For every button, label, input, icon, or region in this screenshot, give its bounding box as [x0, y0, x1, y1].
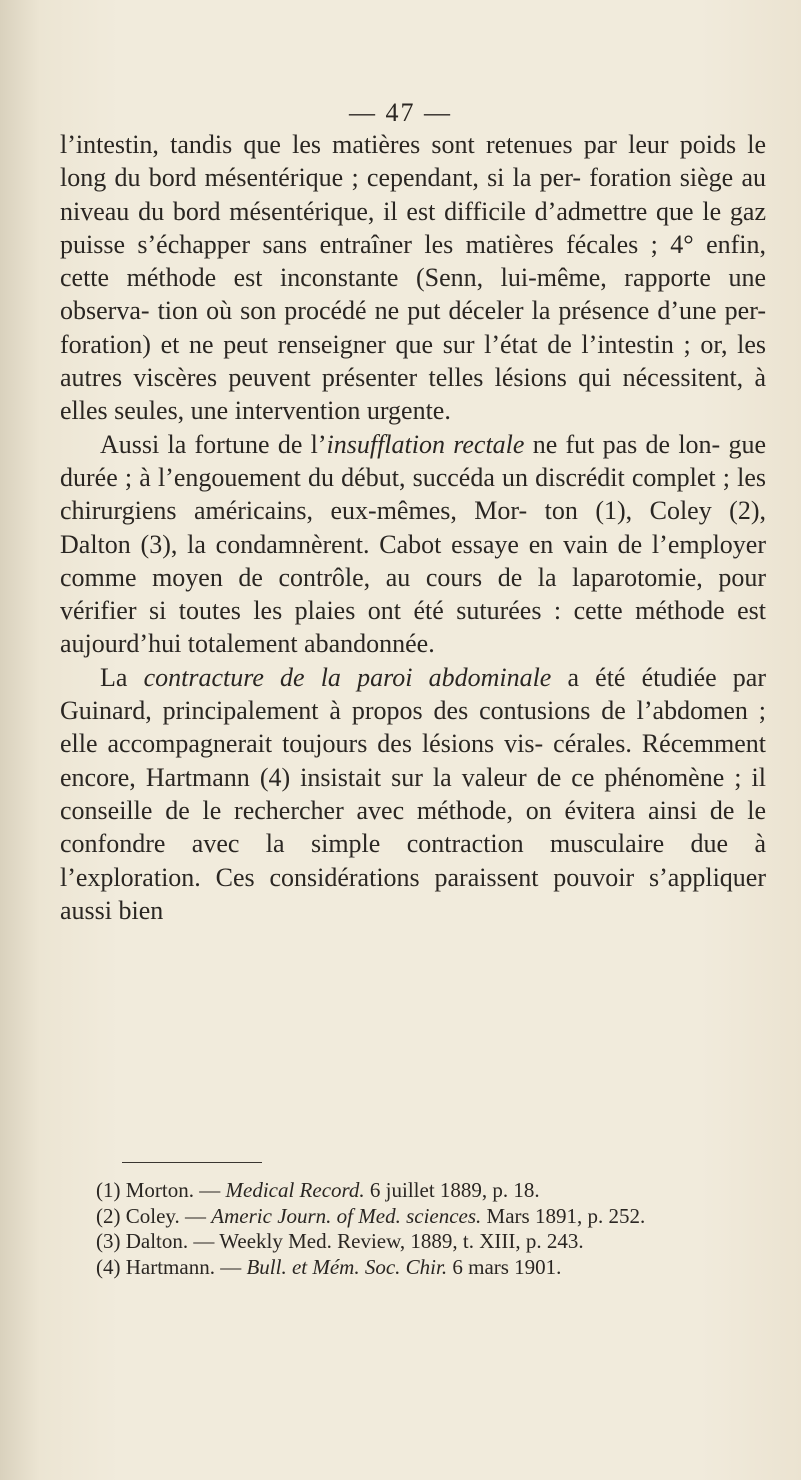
footnote-4: [96, 1255, 776, 1281]
text-segment: La: [100, 662, 144, 692]
paragraph-2: [60, 428, 766, 661]
footnote-text: (2) Coley. —: [96, 1203, 212, 1228]
footnote-divider: [122, 1162, 262, 1163]
text-segment: Aussi la fortune de l’: [100, 429, 327, 459]
footnote-text: 6 mars 1901.: [447, 1254, 562, 1279]
footnote-text: (3) Dalton. — Weekly Med. Review, 1889, t. XIII, p. 243.: [96, 1229, 584, 1253]
footnote-text: Mars 1891, p. 252.: [481, 1203, 646, 1228]
footnote-text: 6 juillet 1889, p. 18.: [364, 1178, 540, 1202]
footnotes: [96, 1178, 776, 1280]
text-segment: a été étudiée par Guinard, principalement à propos des contusions de l’abdomen ; elle accompagnerait toujours des lésions vis- cérales. Récemment encore, Hartmann (4) insistait sur la valeur de ce phénomène ; il conseille de le rechercher avec méthode, on évitera ainsi de le confondre avec la simple contraction musculaire due à l’exploration. Ces considérations paraissent pouvoir s’appliquer aussi bien: [60, 662, 767, 925]
footnote-journal: Bull. et Mém. Soc. Chir.: [246, 1254, 448, 1279]
page-number: — 47 —: [349, 98, 452, 127]
text-segment: ne fut pas de lon- gue durée ; à l’engouement du début, succéda un discrédit complet ; les chirurgiens américains, eux-mêmes, Mor- ton (1), Coley (2), Dalton (3), la condamnèrent. Cabot essaye en vain de l’employer comme moyen de contrôle, au cours de la laparotomie, pour vérifier si toutes les plaies ont été suturées : cette méthode est aujourd’hui totalement abandonnée.: [60, 429, 766, 659]
footnote-journal: Medical Record.: [225, 1178, 365, 1202]
footnote-text: (1) Morton. —: [96, 1178, 226, 1202]
paragraph-3: [60, 661, 766, 927]
footnote-journal: Americ Journ. of Med. sciences.: [211, 1203, 482, 1228]
footnote-1: [96, 1178, 776, 1204]
paragraph-1: [60, 128, 766, 428]
italic-term: insufflation rectale: [326, 429, 525, 459]
text-segment: l’intestin, tandis que les matières sont retenues par leur poids le long du bord mésentérique ; cependant, si la per- foration siège au niveau du bord mésentérique, il est difficile d’admettre que le gaz puisse s’échapper sans entraîner les matières fécales ; 4° enfin, cette méthode est inconstante (Senn, lui-même, rapporte une observa- tion où son procédé ne put déceler la présence d’une per- foration) et ne peut renseigner que sur l’état de l’intestin ; or, les autres viscères peuvent présenter telles lésions qui nécessitent, à elles seules, une intervention urgente.: [60, 130, 766, 426]
footnote-text: (4) Hartmann. —: [96, 1254, 247, 1279]
italic-term: contracture de la paroi abdominale: [143, 662, 552, 692]
footnote-2: [96, 1204, 776, 1230]
body-text: [60, 128, 766, 927]
footnote-3: [96, 1229, 776, 1255]
